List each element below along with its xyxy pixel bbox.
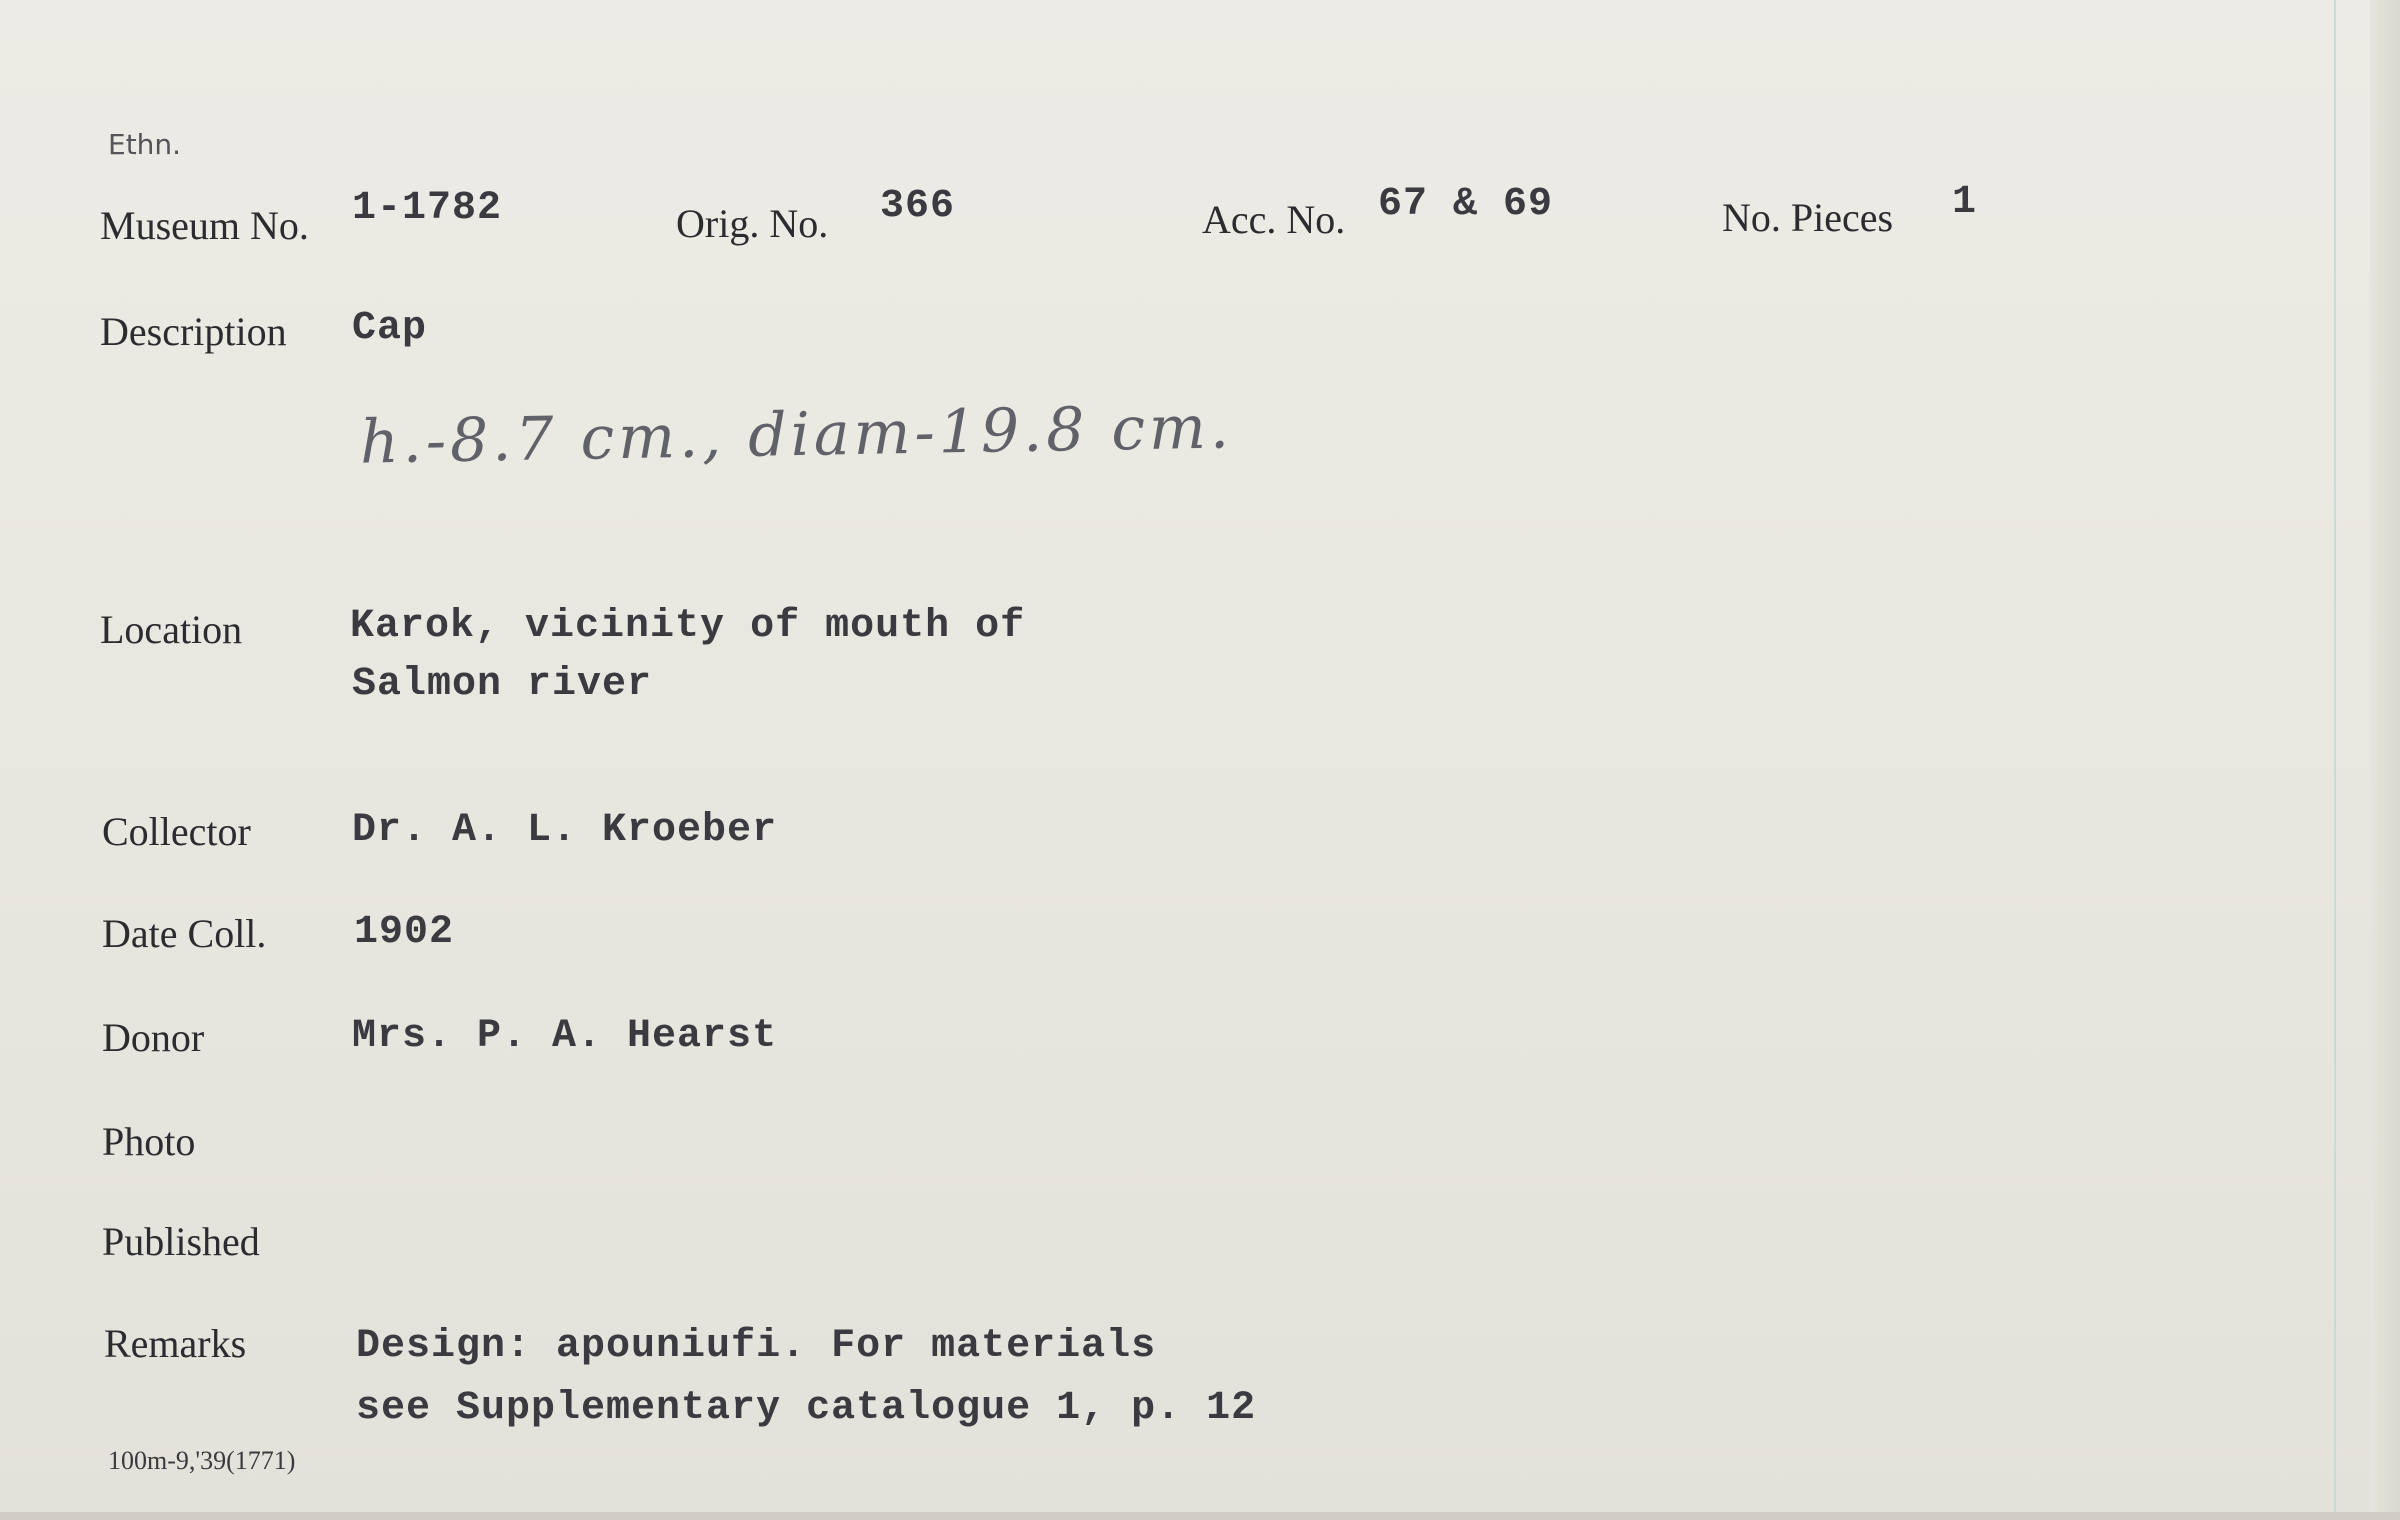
acc-no-label: Acc. No. (1202, 197, 1346, 242)
location-line-2: Salmon river (352, 662, 653, 707)
card-right-edge (2370, 0, 2400, 1520)
collector-label: Collector (102, 809, 251, 854)
department-label: Ethn. (108, 128, 182, 161)
no-pieces-label: No. Pieces (1722, 195, 1894, 240)
published-label: Published (102, 1219, 260, 1264)
description-label: Description (100, 309, 287, 354)
museum-no-label: Museum No. (100, 203, 309, 248)
location-label: Location (100, 607, 243, 652)
card-bottom-edge (0, 1512, 2400, 1520)
no-pieces-value: 1 (1952, 180, 1978, 225)
remarks-line-2: see Supplementary catalogue 1, p. 12 (356, 1386, 1257, 1431)
handwritten-measurements: h.-8.7 cm., diam-19.8 cm. (359, 392, 1234, 478)
form-code: 100m-9,'39(1771) (108, 1446, 296, 1475)
date-coll-value: 1902 (354, 910, 455, 955)
acc-no-value: 67 & 69 (1378, 182, 1554, 227)
photo-label: Photo (102, 1119, 196, 1164)
remarks-line-1: Design: apouniufi. For materials (356, 1324, 1157, 1369)
orig-no-label: Orig. No. (676, 201, 829, 246)
date-coll-label: Date Coll. (102, 911, 267, 956)
location-line-1: Karok, vicinity of mouth of (350, 604, 1026, 649)
collector-value: Dr. A. L. Kroeber (352, 808, 778, 853)
remarks-label: Remarks (104, 1321, 247, 1366)
card-edge-line (2334, 0, 2336, 1520)
orig-no-value: 366 (880, 184, 956, 229)
donor-value: Mrs. P. A. Hearst (352, 1014, 778, 1059)
description-value: Cap (352, 306, 428, 351)
museum-no-value: 1-1782 (352, 186, 503, 231)
donor-label: Donor (102, 1015, 205, 1060)
